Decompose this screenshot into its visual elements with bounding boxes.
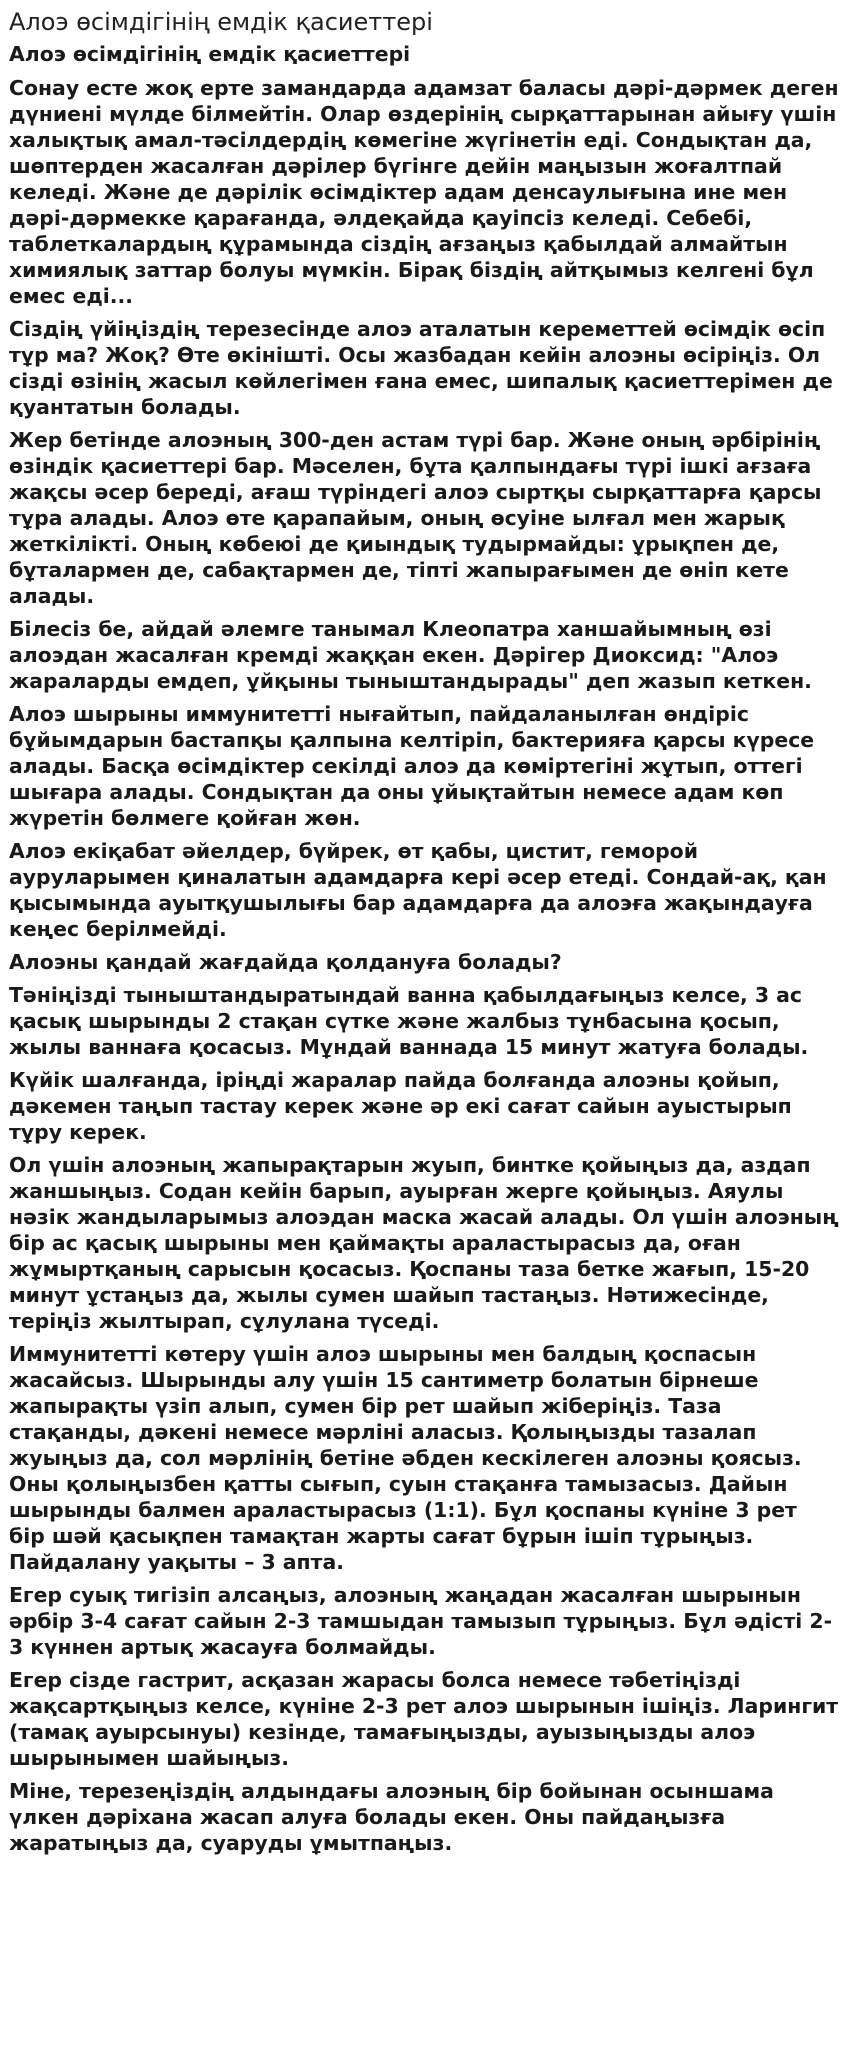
paragraph-bath: Тәніңізді тыныштандыратындай ванна қабылдағыңыз келсе, 3 ас қасық шырынды 2 стақан сүтке және жалбыз тұнбасына қосып, жылы ваннаға қосасыз. Мұндай ваннада 15 минут жатуға болады. [9,983,809,1059]
paragraph-cold: Егер суық тигізіп алсаңыз, алоэның жаңадан жасалған шырынын әрбір 3-4 сағат сайын 2-3 тамшыдан тамызып тұрыңыз. Бұл әдісті 2-3 күннен артық жасауға болмайды. [9,1583,833,1659]
paragraph-species: Жер бетінде алоэның 300-ден астам түрі бар. Және оның әрбірінің өзіндік қасиеттері бар. Мәселен, бұта қалпындағы түрі ішкі ағзаға жақсы әсер береді, ағаш түріндегі алоэ сыртқы сырқаттарға қарсы тұра алады. Алоэ өте қарапайым, оның өсуіне ылғал мен жарық жеткілікті. Оның көбеюі де қиындық тудырмайды: ұрықпен де, бұталармен де, сабақтармен де, тіпті жапырағымен де өніп кете алады. [9,428,822,608]
paragraph-intro: Сонау есте жоқ ерте замандарда адамзат баласы дәрі-дәрмек деген дүниені мүлде білмейтін. Олар өздерінің сырқаттарынан айығу үшін халықтық амал-тәсілдердің көмегіне жүгінетін еді. Сондықтан да, шөптерден жасалған дәрілер бүгінге дейін маңызын жоғалтпай келеді. Және де дәрілік өсімдіктер адам денсаулығына ине мен дәрі-дәрмекке қарағанда, әлдеқайда қауіпсіз келеді. Себебі, таблеткалардың құрамында сіздің ағзаңыз қабылдай алмайтын химиялық заттар болуы мүмкін. Бірақ біздің айтқымыз келгені бұл емес еді... [9,76,839,308]
article-body [9,75,839,1856]
paragraph-honey-mix: Иммунитетті көтеру үшін алоэ шырыны мен балдың қоспасын жасайсыз. Шырынды алу үшін 15 сантиметр болатын бірнеше жапырақты үзіп алып, сумен бір рет шайып жіберіңіз. Таза стақанды, дәкені немесе мәрліні аласыз. Қолыңызды тазалап жуыңыз да, сол мәрлінің бетіне әбден кескілеген алоэны қоясыз. Оны қолыңызбен қатты сығып, суын стақанға тамызасыз. Дайын шырынды балмен араластырасыз (1:1). Бұл қоспаны күніне 3 рет бір шәй қасықпен тамақтан жарты сағат бұрын ішіп тұрыңыз. Пайдалану уақыты – 3 апта. [9,1342,802,1574]
paragraph-immunity-juice: Алоэ шырыны иммунитетті нығайтып, пайдаланылған өндіріс бұйымдарын бастапқы қалпына келтіріп, бактерияға қарсы күресе алады. Басқа өсімдіктер секілді алоэ да көміртегіні жұтып, оттегі шығара алады. Сондықтан да оны ұйықтайтын немесе адам көп жүретін бөлмеге қойған жөн. [9,702,815,830]
paragraph-usage-question: Алоэны қандай жағдайда қолдануға болады? [9,950,562,974]
document-title: Алоэ өсімдігінің емдік қасиеттері [9,8,433,36]
paragraph-mask: Ол үшін алоэның жапырақтарын жуып, бинтке қойыңыз да, аздап жаншыңыз. Содан кейін барып, ауырған жерге қойыңыз. Аяулы нәзік жандыларымыз алоэдан маска жасай алады. Ол үшін алоэның бір ас қасық шырыны мен қаймақты араластырасыз да, оған жұмыртқаның сарысын қосасыз. Қоспаны таза бетке жағып, 15-20 минут ұстаңыз да, жылы сумен шайып тастаңыз. Нәтижесінде, теріңіз жылтырап, сұлулана түседі. [9,1153,839,1333]
paragraph-cleopatra: Білесіз бе, айдай әлемге танымал Клеопатра ханшайымның өзі алоэдан жасалған кремді жаққан екен. Дәрігер Диоксид: "Алоэ жараларды емдеп, ұйқыны тыныштандырады" деп жазып кеткен. [9,617,812,693]
paragraph-gastritis: Егер сізде гастрит, асқазан жарасы болса немесе тәбетіңізді жақсартқыңыз келсе, күніне 2-3 рет алоэ шырынын ішіңіз. Ларингит (тамақ ауырсынуы) кезінде, тамағыңызды, ауызыңызды алоэ шырынымен шайыңыз. [9,1668,839,1770]
article-heading: Алоэ өсімдігінің емдік қасиеттері [9,42,411,66]
paragraph-window-aloe: Сіздің үйіңіздің терезесінде алоэ аталатын кереметтей өсімдік өсіп тұр ма? Жоқ? Өте өкінішті. Осы жазбадан кейін алоэны өсіріңіз. Ол сізді өзінің жасыл көйлегімен ғана емес, шипалық қасиеттерімен де қуантатын болады. [9,317,833,419]
paragraph-conclusion: Міне, терезеңіздің алдындағы алоэның бір бойынан осыншама үлкен дәріхана жасап алуға болады екен. Оны пайдаңызға жаратыңыз да, суаруды ұмытпаңыз. [9,1779,774,1855]
paragraph-contraindications: Алоэ екіқабат әйелдер, бүйрек, өт қабы, цистит, геморой ауруларымен қиналатын адамдарға кері әсер етеді. Сондай-ақ, қан қысымында ауытқушылығы бар адамдарға да алоэға жақындауға кеңес берілмейді. [9,839,827,941]
paragraph-burns: Күйік шалғанда, іріңді жаралар пайда болғанда алоэны қойып, дәкемен таңып тастау керек және әр екі сағат сайын ауыстырып тұру керек. [9,1068,792,1144]
